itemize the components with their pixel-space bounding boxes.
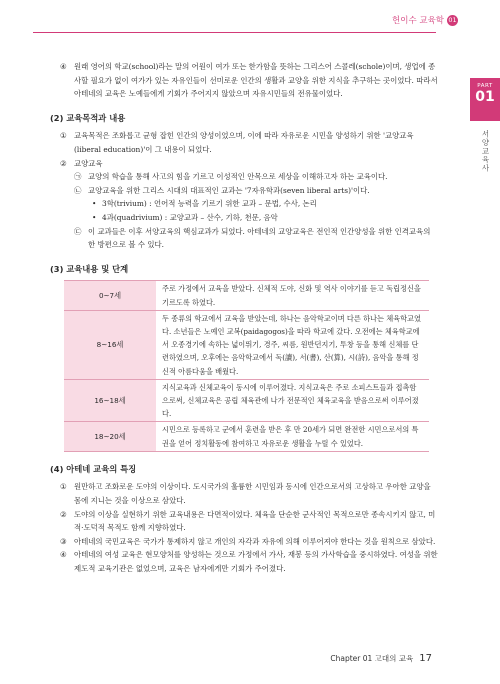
sub-list-item: ㉠ 교양의 학습을 통해 사고의 힘을 기르고 이성적인 안목으로 세상을 이해하고자 하는 교육이다. bbox=[74, 172, 388, 182]
part-tab bbox=[470, 78, 500, 121]
running-header bbox=[392, 14, 458, 26]
table-row bbox=[64, 379, 429, 422]
age-cell: 8~16세 bbox=[64, 310, 156, 379]
sub-list-item: ㉡ 교양교육을 위한 그리스 시대의 대표적인 교과는 '7자유학과(seven liberal arts)'이다. bbox=[74, 185, 370, 195]
age-cell: 16~18세 bbox=[64, 379, 156, 422]
chapter-label: Chapter 01 고대의 교육 bbox=[330, 654, 414, 663]
list-item: ④ 아테네의 여성 교육은 현모양처를 양성하는 것으로 가정에서 가사, 재봉 등의 가사학습을 중시하였다. 여성을 위한 제도적 교육기관은 없었으며, 교육은 남자에게만 기회가 주어졌다. bbox=[60, 550, 438, 573]
bullet-item: • 3학(trivium) : 언어적 능력을 기르기 위한 교과 – 문법, 수사, 논리 bbox=[92, 199, 317, 209]
education-stages-table bbox=[64, 280, 429, 451]
section-heading: (2) 교육목적과 내용 bbox=[50, 112, 126, 123]
age-cell: 0~7세 bbox=[64, 281, 156, 310]
list-item: ③ 아테네의 국민교육은 국가가 통제하지 않고 개인의 자각과 자유에 의해 이루어져야 한다는 것을 원칙으로 삼았다. bbox=[60, 536, 436, 546]
side-section-label: 서양교육사 bbox=[481, 130, 490, 173]
description-cell: 주로 가정에서 교육을 받았다. 신체적 도야, 신화 및 역사 이야기를 듣고 독립정신을 기르도록 하였다. bbox=[156, 281, 429, 310]
section-heading: (4) 아테네 교육의 특징 bbox=[50, 463, 137, 474]
part-number: 01 bbox=[475, 89, 495, 105]
list-item: ② 교양교육 bbox=[60, 158, 103, 168]
description-cell: 지식교육과 신체교육이 동시에 이루어졌다. 지식교육은 주로 소피스트들과 접촉함으로써, 신체교육은 공립 체육관에 나가 전문적인 체육교육을 받음으로써 이루어졌다. bbox=[156, 379, 429, 422]
list-item: ① 원만하고 조화로운 도야의 이상이다. 도시국가의 훌륭한 시민임과 동시에 인간으로서의 고상하고 우아한 교양을 몸에 지니는 것을 이상으로 삼았다. bbox=[60, 482, 431, 505]
page-content bbox=[50, 60, 438, 576]
header-rule bbox=[33, 32, 436, 33]
description-cell: 시민으로 등록하고 군에서 훈련을 받은 후 만 20세가 되면 완전한 시민으로서의 특권을 얻어 정치활동에 참여하고 자유로운 생활을 누릴 수 있었다. bbox=[156, 422, 429, 451]
sub-list-item: ㉢ 이 교과들은 이후 서양교육의 핵심교과가 되었다. 아테네의 교양교육은 전인적 인간양성을 위한 인격교육의 한 방편으로 볼 수 있다. bbox=[74, 226, 431, 250]
book-title: 헌이수 교육학 bbox=[392, 16, 444, 26]
book-number-badge: 01 bbox=[448, 16, 457, 24]
section-heading: (3) 교육내용 및 단계 bbox=[50, 263, 129, 274]
list-item: ① 교육목적은 조화롭고 균형 잡힌 인간의 양성이었으며, 이에 따라 자유로운 시민을 양성하기 위한 '교양교육(liberal education)'이 그 내용이 되었다. bbox=[60, 131, 414, 154]
description-cell: 두 종류의 학교에서 교육을 받았는데, 하나는 음악학교이며 다른 하나는 체육학교였다. 소년들은 노예인 교복(paidagogos)을 따라 학교에 갔다. 오전에는 체육학교에서 오종경기에 속하는 넓이뛰기, 경주, 씨름, 원반던지기, 투창 등을 통해 신체를 단련하였으며, 오후에는 음악학교에서 독(讀), 서(書), 산(算), 시(詩), 음악을 통해 정신적 아름다움을 배웠다. bbox=[156, 310, 429, 379]
page-number: 17 bbox=[419, 653, 432, 664]
table-row bbox=[64, 422, 429, 451]
table-row bbox=[64, 281, 429, 310]
bullet-item: • 4과(quadrivium) : 교양교과 – 산수, 기하, 천문, 음악 bbox=[92, 212, 278, 222]
intro-paragraph: ④ 원래 영어의 학교(school)라는 말의 어원이 여가 또는 한가함을 뜻하는 그리스어 스콜레(schole)이며, 생업에 종사할 필요가 없이 여가가 있는 자유인들이 선미로운 인간의 생활과 교양을 위한 지식을 추구하는 곳이었다. 따라서 아테네의 교육은 노예들에게 기회가 주어지지 않았으며 자유시민들의 전유물이었다. bbox=[60, 62, 438, 99]
age-cell: 18~20세 bbox=[64, 422, 156, 451]
list-item: ② 도야의 이상을 실현하기 위한 교육내용은 다면적이었다. 체육을 단순한 군사적인 목적으로만 종속시키지 않고, 미적·도덕적 목적도 함께 지향하였다. bbox=[60, 509, 436, 533]
page-footer bbox=[330, 653, 432, 664]
table-row bbox=[64, 310, 429, 379]
part-label: PART bbox=[477, 83, 493, 89]
